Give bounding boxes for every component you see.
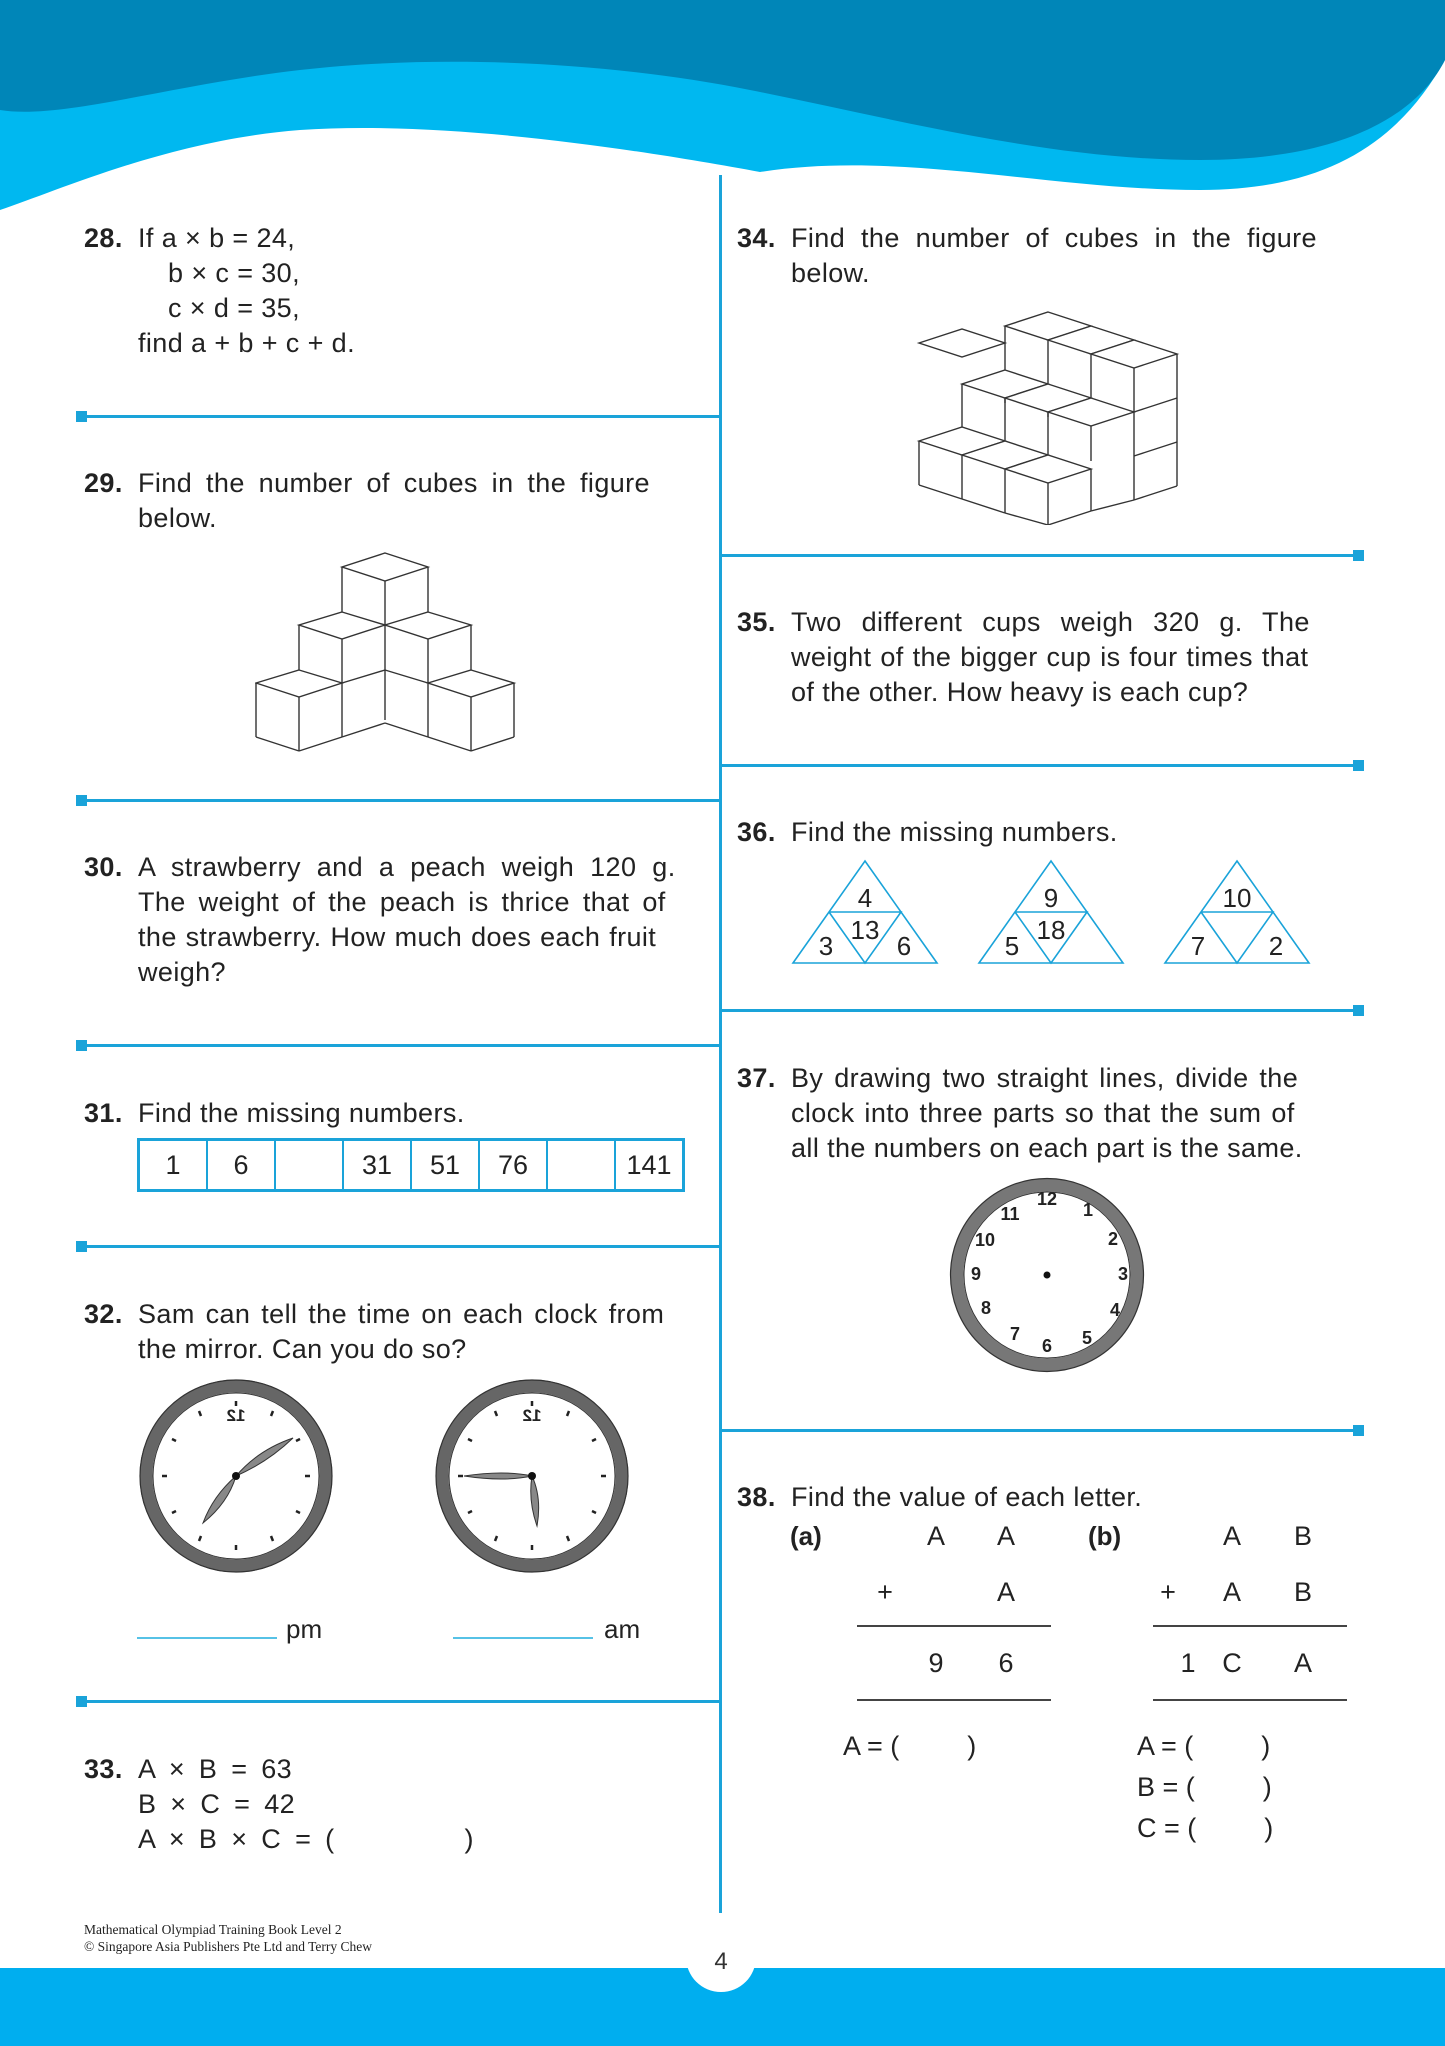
digit: 9 bbox=[928, 1648, 944, 1678]
answer-equation bbox=[843, 1731, 976, 1762]
question-text: c × d = 35, bbox=[168, 293, 300, 323]
triangle-center-number: 13 bbox=[850, 915, 880, 945]
question-text: the strawberry. How much does each fruit bbox=[138, 922, 657, 952]
separator bbox=[80, 1245, 720, 1248]
clock-number-3: 3 bbox=[1117, 1264, 1128, 1284]
am-label: am bbox=[604, 1614, 641, 1644]
triangle-top-number: 9 bbox=[1043, 883, 1059, 913]
numbered-clock[interactable] bbox=[948, 1176, 1146, 1374]
clock-number-9: 9 bbox=[970, 1264, 981, 1284]
answer-label: B = ( bbox=[1137, 1772, 1195, 1802]
number-triangle-1 bbox=[791, 859, 939, 965]
question-text: clock into three parts so that the sum of bbox=[791, 1098, 1295, 1128]
question-text: below. bbox=[791, 258, 870, 288]
mirror-clock-2 bbox=[434, 1378, 630, 1574]
digit: C bbox=[1222, 1648, 1242, 1678]
digit: A bbox=[926, 1521, 945, 1551]
answer-close: ) bbox=[1264, 1813, 1274, 1843]
equation-line: B × C = 42 bbox=[138, 1789, 296, 1819]
question-text: Find the number of cubes in the figure bbox=[791, 223, 1317, 253]
digit: A bbox=[1293, 1648, 1312, 1678]
number-sequence-table bbox=[137, 1138, 685, 1192]
clock-number-8: 8 bbox=[980, 1298, 991, 1318]
question-text: weigh? bbox=[138, 957, 226, 987]
sequence-blank-cell[interactable] bbox=[275, 1140, 343, 1191]
triangle-top-number: 4 bbox=[857, 883, 873, 913]
question-number: 33. bbox=[84, 1754, 123, 1784]
separator-marker bbox=[1353, 550, 1364, 561]
triangle-right-number: 2 bbox=[1268, 931, 1284, 961]
plus-sign: + bbox=[1160, 1577, 1176, 1607]
question-text: weight of the bigger cup is four times that bbox=[791, 642, 1309, 672]
separator bbox=[720, 1009, 1360, 1012]
question-number: 29. bbox=[84, 468, 123, 498]
question-text: Find the number of cubes in the figure bbox=[138, 468, 650, 498]
sequence-cell: 1 bbox=[139, 1140, 208, 1191]
digit: A bbox=[1222, 1521, 1241, 1551]
equation-left: A × B × C = ( bbox=[138, 1824, 335, 1854]
number-triangle-3 bbox=[1163, 859, 1311, 965]
question-number: 34. bbox=[737, 223, 776, 253]
separator bbox=[720, 764, 1360, 767]
clock-number-1: 1 bbox=[1082, 1200, 1093, 1220]
pm-label: pm bbox=[286, 1614, 323, 1644]
answer-equation bbox=[1137, 1731, 1270, 1762]
clock-number-12: 12 bbox=[1036, 1189, 1058, 1209]
answer-label: A = ( bbox=[843, 1731, 900, 1761]
separator-marker bbox=[1353, 1425, 1364, 1436]
question-text: Sam can tell the time on each clock from bbox=[138, 1299, 665, 1329]
question-text: A strawberry and a peach weigh 120 g. bbox=[138, 852, 676, 882]
question-text: Find the missing numbers. bbox=[791, 817, 1118, 847]
question-number: 38. bbox=[737, 1482, 776, 1512]
separator-marker bbox=[76, 1696, 87, 1707]
triangle-left-number: 3 bbox=[818, 931, 834, 961]
question-text: of the other. How heavy is each cup? bbox=[791, 677, 1249, 707]
question-number: 37. bbox=[737, 1063, 776, 1093]
answer-label: A = ( bbox=[1137, 1731, 1194, 1761]
cube-pyramid-figure bbox=[255, 550, 535, 755]
sum-line bbox=[1153, 1699, 1347, 1701]
separator bbox=[80, 415, 720, 418]
sequence-cell: 31 bbox=[343, 1140, 411, 1191]
separator-marker bbox=[76, 795, 87, 806]
separator bbox=[720, 554, 1360, 557]
sequence-cell: 141 bbox=[615, 1140, 684, 1191]
digit: B bbox=[1293, 1577, 1312, 1607]
number-triangle-2 bbox=[977, 859, 1125, 965]
question-number: 35. bbox=[737, 607, 776, 637]
equation-close: ) bbox=[464, 1824, 474, 1854]
question-text: b × c = 30, bbox=[168, 258, 300, 288]
question-text: below. bbox=[138, 503, 217, 533]
answer-close: ) bbox=[967, 1731, 977, 1761]
part-a-label: (a) bbox=[790, 1521, 822, 1551]
triangle-left-number: 7 bbox=[1190, 931, 1206, 961]
separator-marker bbox=[76, 1241, 87, 1252]
mirrored-12-label: 12 bbox=[522, 1406, 542, 1425]
sequence-blank-cell[interactable] bbox=[547, 1140, 615, 1191]
sequence-cell: 51 bbox=[411, 1140, 479, 1191]
clock-number-7: 7 bbox=[1009, 1324, 1020, 1344]
question-text: The weight of the peach is thrice that of bbox=[138, 887, 666, 917]
clock-number-5: 5 bbox=[1081, 1328, 1092, 1348]
answer-close: ) bbox=[1262, 1772, 1272, 1802]
part-b-label: (b) bbox=[1088, 1521, 1122, 1551]
page-number: 4 bbox=[714, 1948, 728, 1975]
separator-marker bbox=[76, 1040, 87, 1051]
triangle-right-number: 6 bbox=[896, 931, 912, 961]
separator-marker bbox=[76, 411, 87, 422]
cube-staircase-figure bbox=[915, 300, 1185, 525]
answer-line-clock-1[interactable] bbox=[137, 1637, 277, 1639]
digit: B bbox=[1293, 1521, 1312, 1551]
sum-line bbox=[857, 1625, 1051, 1627]
book-title: Mathematical Olympiad Training Book Level 2 bbox=[84, 1922, 342, 1937]
answer-equation bbox=[1137, 1772, 1272, 1803]
digit: A bbox=[996, 1521, 1015, 1551]
separator-marker bbox=[1353, 1005, 1364, 1016]
question-number: 31. bbox=[84, 1098, 123, 1128]
question-text: If a × b = 24, bbox=[138, 223, 296, 253]
answer-close: ) bbox=[1261, 1731, 1271, 1761]
question-text: By drawing two straight lines, divide the bbox=[791, 1063, 1299, 1093]
header-wave-banner bbox=[0, 0, 1445, 215]
triangle-left-number: 5 bbox=[1004, 931, 1020, 961]
triangle-top-number: 10 bbox=[1222, 883, 1252, 913]
clock-number-2: 2 bbox=[1107, 1229, 1118, 1249]
clock-number-4: 4 bbox=[1109, 1300, 1120, 1320]
copyright-notice: © Singapore Asia Publishers Pte Ltd and Terry Chew bbox=[84, 1939, 373, 1954]
triangle-center-number: 18 bbox=[1036, 915, 1066, 945]
equation-line: A × B = 63 bbox=[138, 1754, 293, 1784]
question-number: 30. bbox=[84, 852, 123, 882]
plus-sign: + bbox=[877, 1577, 893, 1607]
question-text: Find the missing numbers. bbox=[138, 1098, 465, 1128]
sum-line bbox=[1153, 1625, 1347, 1627]
digit: 1 bbox=[1180, 1648, 1196, 1678]
question-number: 32. bbox=[84, 1299, 123, 1329]
separator bbox=[80, 1700, 720, 1703]
answer-label: C = ( bbox=[1137, 1813, 1197, 1843]
clock-number-10: 10 bbox=[974, 1230, 996, 1250]
question-number: 28. bbox=[84, 223, 123, 253]
digit: A bbox=[1222, 1577, 1241, 1607]
clock-number-6: 6 bbox=[1041, 1336, 1052, 1356]
question-text: Find the value of each letter. bbox=[791, 1482, 1143, 1512]
separator bbox=[720, 1429, 1360, 1432]
question-text: all the numbers on each part is the same. bbox=[791, 1133, 1303, 1163]
question-text: find a + b + c + d. bbox=[138, 328, 355, 358]
mirror-clock-1 bbox=[138, 1378, 334, 1574]
equation-line bbox=[138, 1822, 704, 1857]
question-text: the mirror. Can you do so? bbox=[138, 1334, 467, 1364]
sequence-cell: 76 bbox=[479, 1140, 547, 1191]
separator-marker bbox=[1353, 760, 1364, 771]
mirrored-12-label: 12 bbox=[226, 1406, 246, 1425]
answer-line-clock-2[interactable] bbox=[453, 1637, 593, 1639]
sum-line bbox=[857, 1699, 1051, 1701]
sequence-cell: 6 bbox=[207, 1140, 275, 1191]
separator bbox=[80, 1044, 720, 1047]
digit: A bbox=[996, 1577, 1015, 1607]
separator bbox=[80, 799, 720, 802]
question-text: Two different cups weigh 320 g. The bbox=[791, 607, 1310, 637]
digit: 6 bbox=[998, 1648, 1014, 1678]
clock-number-11: 11 bbox=[1000, 1204, 1020, 1224]
question-number: 36. bbox=[737, 817, 776, 847]
answer-equation bbox=[1137, 1813, 1273, 1844]
